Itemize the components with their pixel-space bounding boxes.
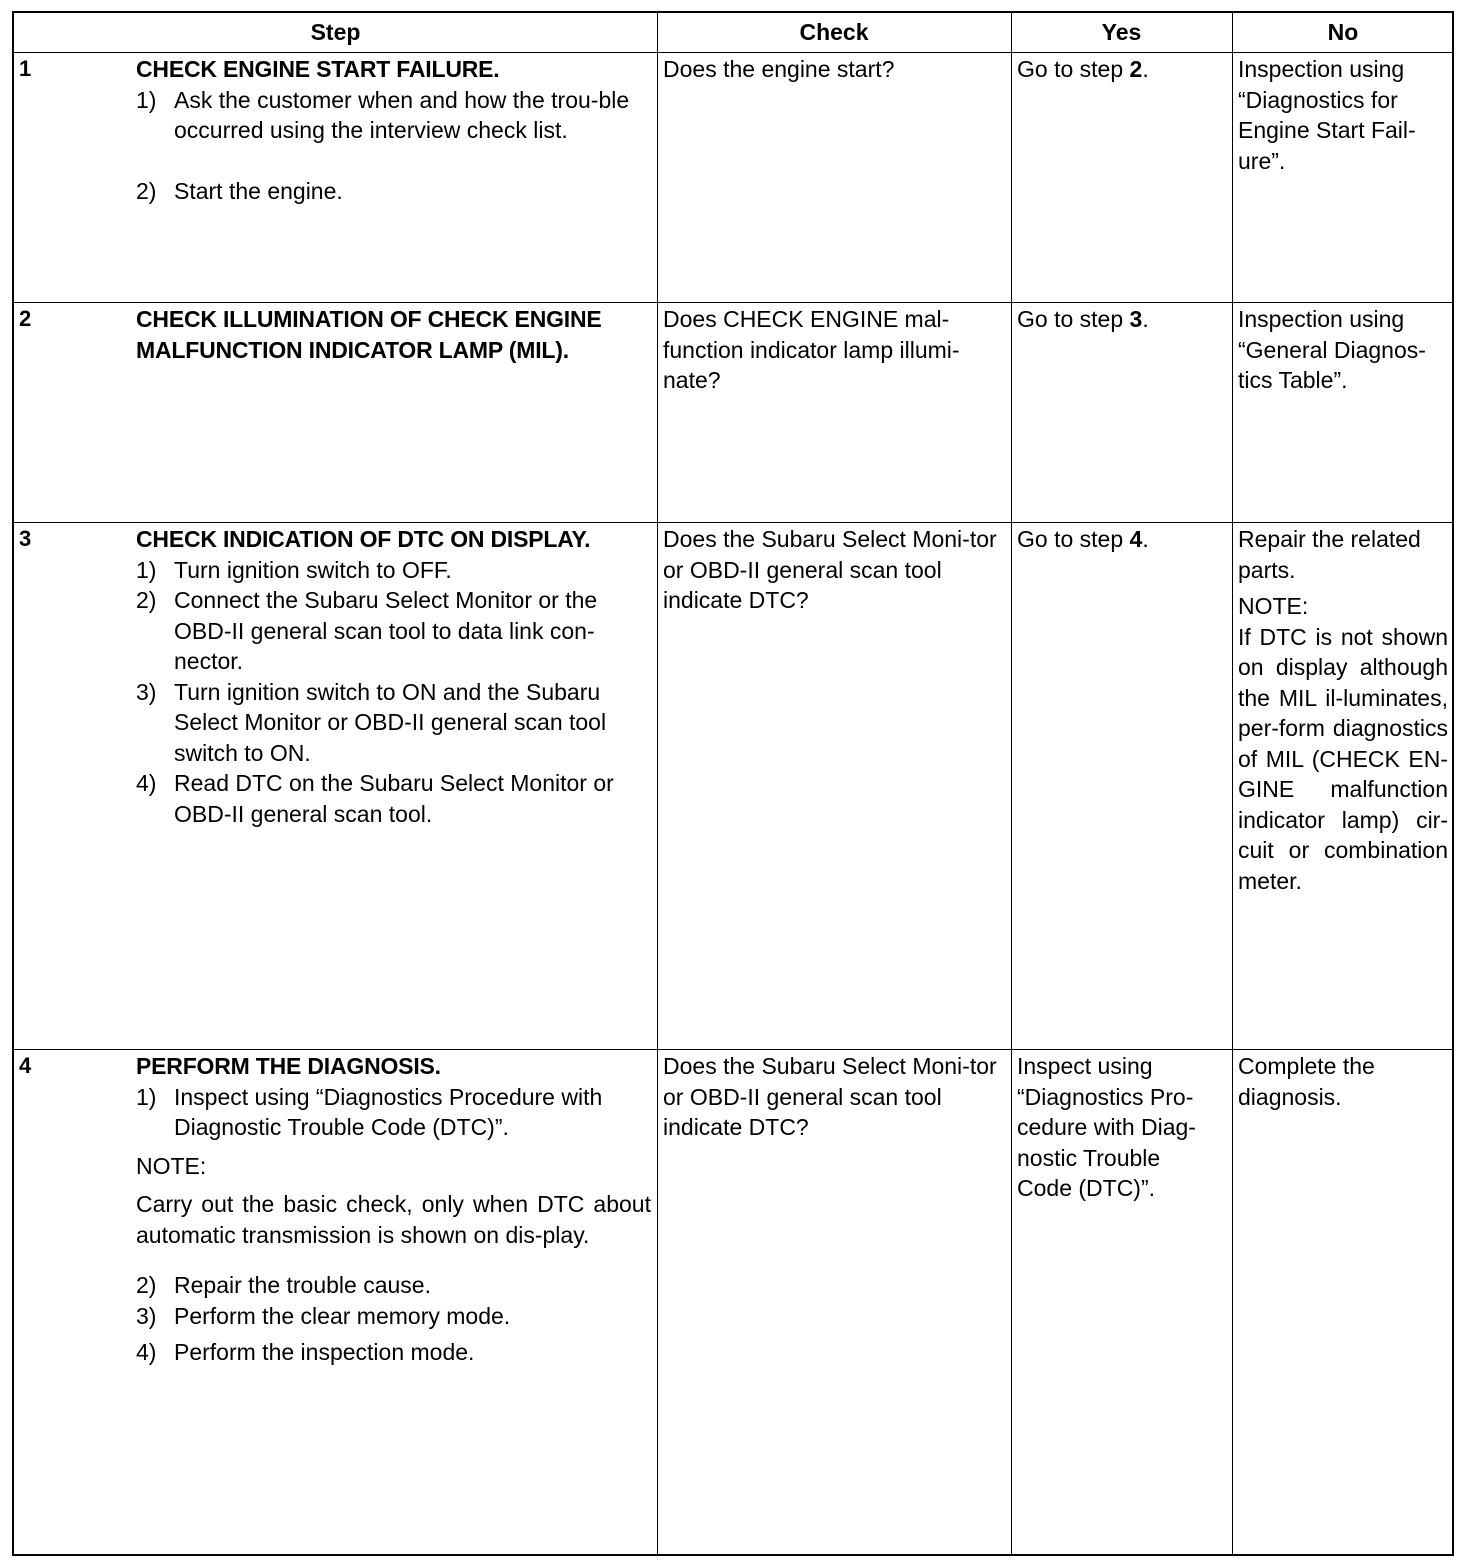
row-divider (14, 302, 1452, 303)
list-text: Turn ignition switch to ON and the Subaru Select Monitor or OBD-II general scan tool switch to ON. (174, 678, 607, 766)
list-item (136, 1082, 651, 1143)
list-number: 1) (136, 556, 157, 583)
list-item (136, 677, 651, 769)
step-list (136, 555, 651, 830)
step-cell (136, 304, 651, 365)
check-text: Does the engine start? (663, 56, 895, 82)
step-title: CHECK INDICATION OF DTC ON DISPLAY. (136, 526, 591, 552)
no-text: Inspection using “General Diagnos-tics Table”. (1238, 306, 1426, 393)
check-text: Does the Subaru Select Moni-tor or OBD-II general scan tool indicate DTC? (663, 526, 997, 613)
yes-prefix: Go to step (1017, 526, 1130, 552)
list-item (136, 585, 651, 677)
list-number: 4) (136, 770, 157, 796)
list-number: 2) (136, 1272, 157, 1298)
list-text: Read DTC on the Subaru Select Monitor or OBD-II general scan tool. (174, 770, 614, 827)
yes-text (1017, 54, 1227, 85)
step-number: 3 (19, 526, 32, 551)
yes-prefix: Go to step (1017, 56, 1130, 82)
yes-step-number: 4 (1129, 526, 1143, 552)
no-text: Repair the related parts. (1238, 526, 1421, 583)
list-text: Repair the trouble cause. (174, 1272, 431, 1298)
list-number: 1) (136, 1083, 157, 1110)
list-item (136, 176, 646, 207)
note-label: NOTE: (1238, 593, 1309, 619)
header-check: Check (799, 19, 869, 45)
list-item (136, 555, 651, 586)
no-text: Inspection using “Diagnostics for Engine Start Fail-ure”. (1238, 56, 1416, 174)
check-text: Does CHECK ENGINE mal-function indicator lamp illumi-nate? (663, 306, 960, 393)
list-number: 4) (136, 1339, 157, 1365)
yes-text (1017, 524, 1227, 555)
list-text: Ask the customer when and how the trou-ble occurred using the interview check list. (174, 86, 630, 143)
step-number: 2 (19, 306, 32, 331)
list-item (136, 1301, 651, 1332)
yes-step-number: 3 (1129, 306, 1143, 332)
step-number: 4 (19, 1053, 32, 1078)
step-list (136, 1270, 651, 1368)
step-cell (136, 54, 646, 206)
diagnostic-table (12, 11, 1454, 1556)
step-cell (136, 1051, 651, 1368)
step-list (136, 85, 646, 207)
step-title: CHECK ENGINE START FAILURE. (136, 56, 500, 82)
column-divider (1011, 13, 1012, 1554)
list-item (136, 768, 651, 829)
header-yes: Yes (1101, 19, 1142, 45)
list-item (136, 1337, 651, 1368)
note-text: Carry out the basic check, only when DTC about automatic transmission is shown on dis-play. (136, 1191, 651, 1248)
column-divider (1232, 13, 1233, 1554)
list-number: 1) (136, 86, 157, 113)
yes-text (1017, 304, 1227, 335)
row-divider (14, 1049, 1452, 1050)
note-text: If DTC is not shown on display although the MIL il-luminates, per-form diagnostics of MIL (CHECK EN-GINE malfunction indicator lamp) cir-cuit or combination meter. (1238, 623, 1448, 894)
yes-text: Inspect using “Diagnostics Pro-cedure with Diag-nostic Trouble Code (DTC)”. (1017, 1053, 1196, 1201)
no-cell (1238, 524, 1448, 896)
no-text: Complete the diagnosis. (1238, 1053, 1375, 1110)
header-no: No (1327, 19, 1359, 45)
list-number: 2) (136, 587, 157, 613)
header-step: Step (310, 19, 361, 45)
list-number: 2) (136, 177, 157, 204)
list-text: Inspect using “Diagnostics Procedure with Diagnostic Trouble Code (DTC)”. (174, 1083, 603, 1140)
list-number: 3) (136, 1302, 157, 1329)
step-cell (136, 524, 651, 829)
yes-suffix: . (1142, 306, 1149, 332)
check-text: Does the Subaru Select Moni-tor or OBD-II general scan tool indicate DTC? (663, 1053, 997, 1140)
step-title: PERFORM THE DIAGNOSIS. (136, 1053, 441, 1079)
list-text: Start the engine. (174, 177, 343, 204)
list-item (136, 1270, 651, 1301)
yes-suffix: . (1142, 56, 1149, 82)
row-divider (14, 522, 1452, 523)
yes-prefix: Go to step (1017, 306, 1130, 332)
step-title: CHECK ILLUMINATION OF CHECK ENGINE MALFUNCTION INDICATOR LAMP (MIL). (136, 306, 602, 363)
list-text: Perform the clear memory mode. (174, 1302, 511, 1329)
yes-suffix: . (1142, 526, 1149, 552)
list-text: Turn ignition switch to OFF. (174, 556, 452, 583)
step-number: 1 (19, 56, 32, 81)
note-label: NOTE: (136, 1152, 207, 1179)
column-divider (657, 13, 658, 1554)
list-item (136, 85, 646, 146)
list-text: Perform the inspection mode. (174, 1339, 475, 1365)
yes-step-number: 2 (1129, 56, 1143, 82)
step-list (136, 1082, 651, 1143)
list-number: 3) (136, 678, 157, 705)
list-text: Connect the Subaru Select Monitor or the OBD-II general scan tool to data link con-nector. (174, 587, 598, 674)
